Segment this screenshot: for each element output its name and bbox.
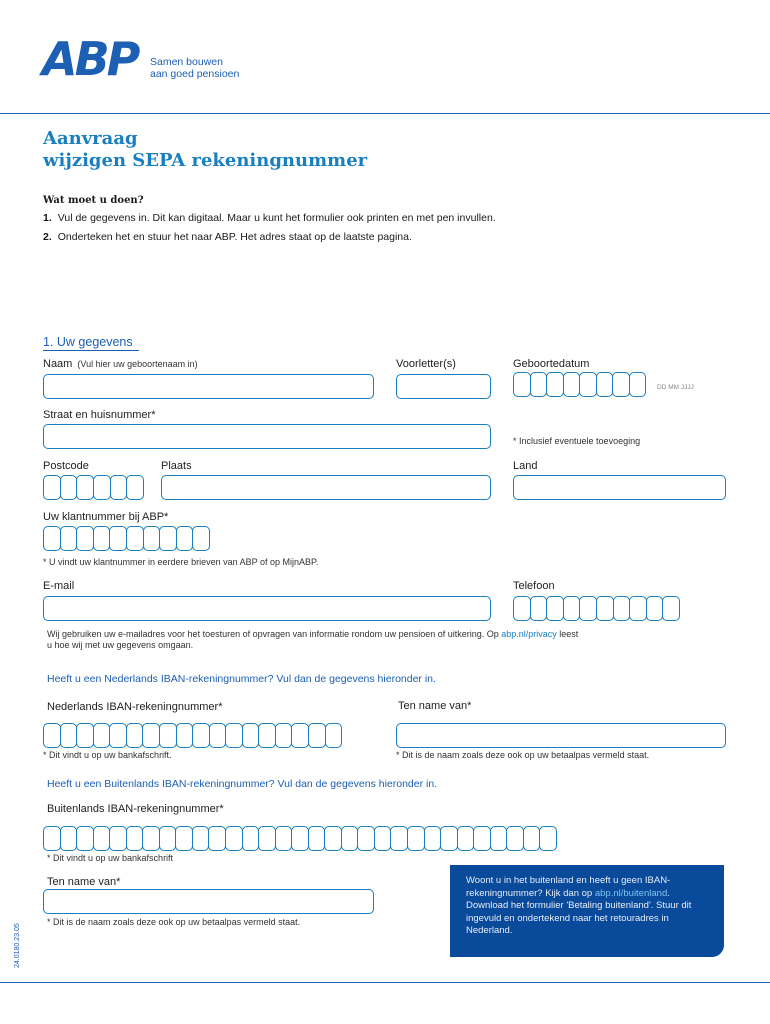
nl-iban-question: Heeft u een Nederlands IBAN-rekeningnummer? Vul dan de gegevens hieronder in. [47,673,436,685]
straat-input[interactable] [43,424,491,449]
geboortedatum-input[interactable] [513,372,645,397]
nl-name-note: * Dit is de naam zoals deze ook op uw betaalpas vermeld staat. [396,750,650,760]
plaats-input[interactable] [161,475,491,500]
naam-label [43,358,198,371]
step-2-text: Onderteken het en stuur het naar ABP. Het adres staat op de laatste pagina. [57,231,412,243]
infobox-text-1: Woont u in het buitenland en heeft u geen IBAN-rekeningnummer? Kijk dan op [466,875,671,899]
privacy-link[interactable]: abp.nl/privacy [501,629,557,639]
straat-note: * Inclusief eventuele toevoeging [513,436,641,446]
privacy-text-2: leest [556,629,579,639]
nl-name-input[interactable] [396,723,726,748]
infobox-text-2: . Download het formulier 'Betaling buitenland'. Stuur dit ingevuld en ondertekend naar het retouradres in Nederland. [466,887,692,936]
page-title-line-2: wijzigen SEPA rekeningnummer [43,150,368,171]
tagline [150,56,239,80]
form-code: 24.0180.23.05 [14,923,21,968]
telefoon-input[interactable] [513,596,679,621]
straat-label: Straat en huisnummer* [43,409,156,421]
tagline-line-2: aan goed pensioen [150,68,240,80]
privacy-text-1: Wij gebruiken uw e-mailadres voor het toesturen of opvragen van informatie rondom uw pensioen of uitkering. Op [47,629,502,639]
step-1 [43,211,496,225]
nl-iban-input[interactable] [43,723,341,748]
telefoon-label: Telefoon [513,580,555,592]
step-2 [43,230,412,244]
geboortedatum-label: Geboortedatum [513,358,590,370]
postcode-label: Postcode [43,460,89,472]
klantnummer-label: Uw klantnummer bij ABP* [43,511,169,523]
nl-iban-note: * Dit vindt u op uw bankafschrift. [43,750,172,760]
nl-name-label: Ten name van* [398,700,472,712]
postcode-input[interactable] [43,475,143,500]
privacy-text [47,629,737,651]
land-label: Land [513,460,538,472]
step-2-number: 2. [43,231,52,243]
foreign-iban-label: Buitenlands IBAN-rekeningnummer* [47,803,224,815]
naam-input[interactable] [43,374,374,399]
infobox-link[interactable]: abp.nl/buitenland [594,887,668,899]
land-input[interactable] [513,475,726,500]
date-format-hint: DD MM JJJJ [657,384,694,391]
step-1-number: 1. [43,212,52,224]
klantnummer-input[interactable] [43,526,209,551]
email-label: E-mail [43,580,75,592]
naam-label-text: Naam [43,358,73,370]
foreign-name-label: Ten name van* [47,876,121,888]
foreign-name-note: * Dit is de naam zoals deze ook op uw betaalpas vermeld staat. [47,917,301,927]
voorletters-input[interactable] [396,374,491,399]
privacy-text-3: u hoe wij met uw gegevens omgaan. [47,640,194,650]
foreign-iban-note: * Dit vindt u op uw bankafschrift [47,853,174,863]
klantnummer-note: * U vindt uw klantnummer in eerdere brieven van ABP of op MijnABP. [43,557,319,567]
email-input[interactable] [43,596,491,621]
foreign-iban-input[interactable] [43,826,556,851]
naam-hint: (Vul hier uw geboortenaam in) [77,359,198,369]
section-1-title: 1. Uw gegevens [43,334,139,351]
step-1-text: Vul de gegevens in. Dit kan digitaal. Maar u kunt het formulier ook printen en met pen invullen. [57,212,496,224]
nl-iban-label: Nederlands IBAN-rekeningnummer* [47,701,223,713]
plaats-label: Plaats [161,460,192,472]
voorletters-label: Voorletter(s) [396,358,456,370]
abp-logo: ABP [42,32,138,86]
footer-divider [0,982,770,983]
foreign-name-input[interactable] [43,889,374,914]
tagline-line-1: Samen bouwen [150,56,223,68]
foreign-iban-question: Heeft u een Buitenlands IBAN-rekeningnummer? Vul dan de gegevens hieronder in. [47,778,438,790]
page-title-line-1: Aanvraag [43,128,138,149]
foreign-info-box [450,865,724,957]
intro-question: Wat moet u doen? [43,195,144,206]
header-divider [0,113,770,114]
